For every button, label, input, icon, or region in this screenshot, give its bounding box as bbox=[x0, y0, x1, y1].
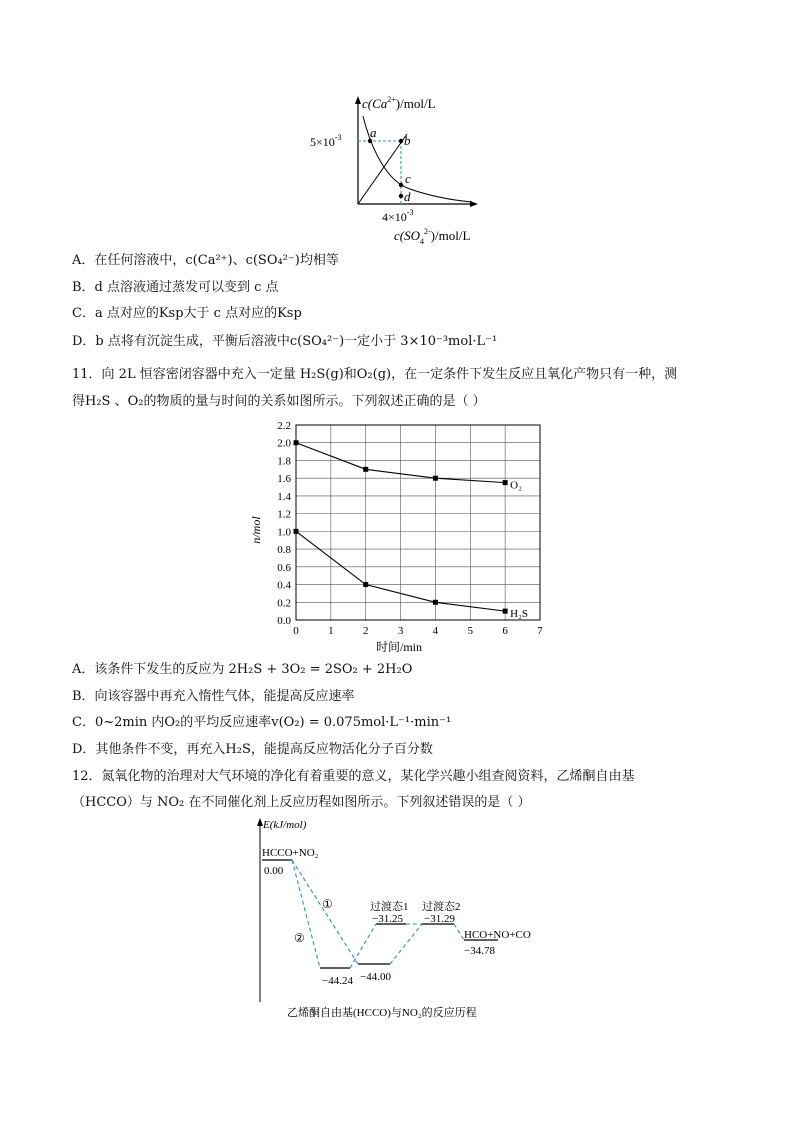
data-point bbox=[294, 440, 299, 445]
ksp-y-label: $c(Ca^{2+})/mol/L$ bbox=[362, 95, 436, 111]
ksp-x-label: $c(SO_4^{2-})/mol/L$ bbox=[394, 227, 471, 246]
y-tick-label: 0.4 bbox=[277, 579, 291, 592]
data-point bbox=[433, 476, 438, 481]
y-tick-label: 1.8 bbox=[277, 455, 291, 468]
x-tick-label: 2 bbox=[362, 625, 369, 637]
q11-option-b: B．向该容器中再充入惰性气体，能提高反应速率 bbox=[72, 689, 355, 704]
ts2-energy: −31.29 bbox=[424, 913, 455, 925]
ksp-y-tick: $5\times 10^{-3}$ bbox=[310, 133, 342, 149]
int2-energy: −44.24 bbox=[322, 975, 353, 987]
ksp-point-b: b bbox=[404, 133, 411, 148]
data-point bbox=[363, 467, 368, 472]
y-tick-label: 1.2 bbox=[277, 508, 291, 521]
y-tick-label: 0.2 bbox=[277, 597, 291, 610]
ksp-x-tick: $4\times 10^{-3}$ bbox=[382, 208, 414, 224]
q10-option-a: A．在任何溶液中，c(Ca²⁺)、c(SO₄²⁻)均相等 bbox=[72, 253, 339, 268]
product-label: HCO+NO+CO bbox=[464, 929, 531, 941]
reactant-label: HCCO+NO₂ bbox=[262, 847, 319, 859]
data-point bbox=[294, 529, 299, 534]
q10-option-d: D．b 点将有沉淀生成，平衡后溶液中c(SO₄²⁻)一定小于 3×10⁻³mol·L⁻¹ bbox=[72, 334, 498, 349]
q11-stem-line2: 得H₂S 、O₂的物质的量与时间的关系如图所示。下列叙述正确的是（ ） bbox=[72, 394, 486, 409]
q11-option-d: D．其他条件不变，再充入H₂S，能提高反应物活化分子百分数 bbox=[72, 742, 433, 757]
q11-stem-line1: 11．向 2L 恒容密闭容器中充入一定量 H₂S(g)和O₂(g)，在一定条件下发生反应且氧化产物只有一种，测 bbox=[72, 367, 678, 382]
energy-diagram-caption: 乙烯酮自由基(HCCO)与NO₂的反应历程 bbox=[287, 1007, 477, 1019]
data-point bbox=[363, 582, 368, 587]
x-tick-label: 4 bbox=[432, 625, 439, 637]
q10-option-b: B．d 点溶液通过蒸发可以变到 c 点 bbox=[72, 280, 279, 295]
ts2-label: 过渡态2 bbox=[422, 901, 461, 913]
q11-option-a: A．该条件下发生的反应为 2H₂S + 3O₂ = 2SO₂ + 2H₂O bbox=[72, 662, 413, 677]
y-tick-label: 1.4 bbox=[277, 490, 291, 503]
x-tick-label: 5 bbox=[467, 625, 474, 637]
x-tick-label: 7 bbox=[537, 625, 543, 637]
x-tick-label: 0 bbox=[293, 625, 299, 637]
chart-xlabel: 时间/min bbox=[375, 640, 423, 654]
ksp-line bbox=[358, 134, 407, 204]
reaction-energy-diagram bbox=[250, 812, 550, 1022]
product-energy: −34.78 bbox=[464, 945, 495, 957]
q12-stem-line2: （HCCO）与 NO₂ 在不同催化剂上反应历程如图所示。下列叙述错误的是（ ） bbox=[72, 795, 531, 810]
ksp-point-d: d bbox=[404, 189, 411, 204]
y-tick-label: 2.2 bbox=[277, 420, 291, 432]
ts1-energy: −31.25 bbox=[372, 913, 403, 925]
x-tick-label: 3 bbox=[397, 625, 404, 637]
energy-y-label: E(kJ/mol) bbox=[263, 819, 307, 831]
data-point bbox=[433, 600, 438, 605]
path-2-label: ② bbox=[294, 931, 305, 945]
ksp-point-c: c bbox=[405, 171, 411, 186]
y-tick-label: 0.6 bbox=[277, 561, 291, 574]
data-point bbox=[503, 609, 508, 614]
q10-option-c: C．a 点对应的Ksp大于 c 点对应的Ksp bbox=[72, 306, 302, 321]
y-tick-label: 0.8 bbox=[277, 544, 291, 557]
x-tick-label: 1 bbox=[328, 625, 334, 637]
data-point bbox=[503, 480, 508, 485]
q11-option-c: C．0~2min 内O₂的平均反应速率v(O₂) = 0.075mol·L⁻¹·min⁻¹ bbox=[72, 715, 452, 730]
ksp-point-a: a bbox=[370, 125, 377, 140]
int1-energy: −44.00 bbox=[360, 971, 391, 983]
series-label: O₂ bbox=[510, 479, 522, 492]
ts1-label: 过渡态1 bbox=[370, 901, 409, 913]
q12-stem-line1: 12．氮氧化物的治理对大气环境的净化有着重要的意义，某化学兴趣小组查阅资料，乙烯酮自由基 bbox=[72, 769, 635, 784]
path-1-label: ① bbox=[322, 897, 333, 911]
series-label: H₂S bbox=[510, 608, 529, 621]
y-tick-label: 1.6 bbox=[277, 473, 291, 486]
x-tick-label: 6 bbox=[502, 625, 508, 637]
n-vs-time-chart bbox=[244, 415, 554, 655]
plot-frame bbox=[296, 425, 540, 620]
reactant-energy: 0.00 bbox=[264, 865, 284, 877]
y-tick-label: 0.0 bbox=[277, 615, 291, 627]
ksp-diagram bbox=[300, 92, 490, 252]
y-tick-label: 1.0 bbox=[277, 526, 291, 539]
y-tick-label: 2.0 bbox=[277, 437, 291, 450]
ksp-curve bbox=[363, 116, 472, 202]
chart-ylabel: n/mol bbox=[249, 516, 263, 544]
